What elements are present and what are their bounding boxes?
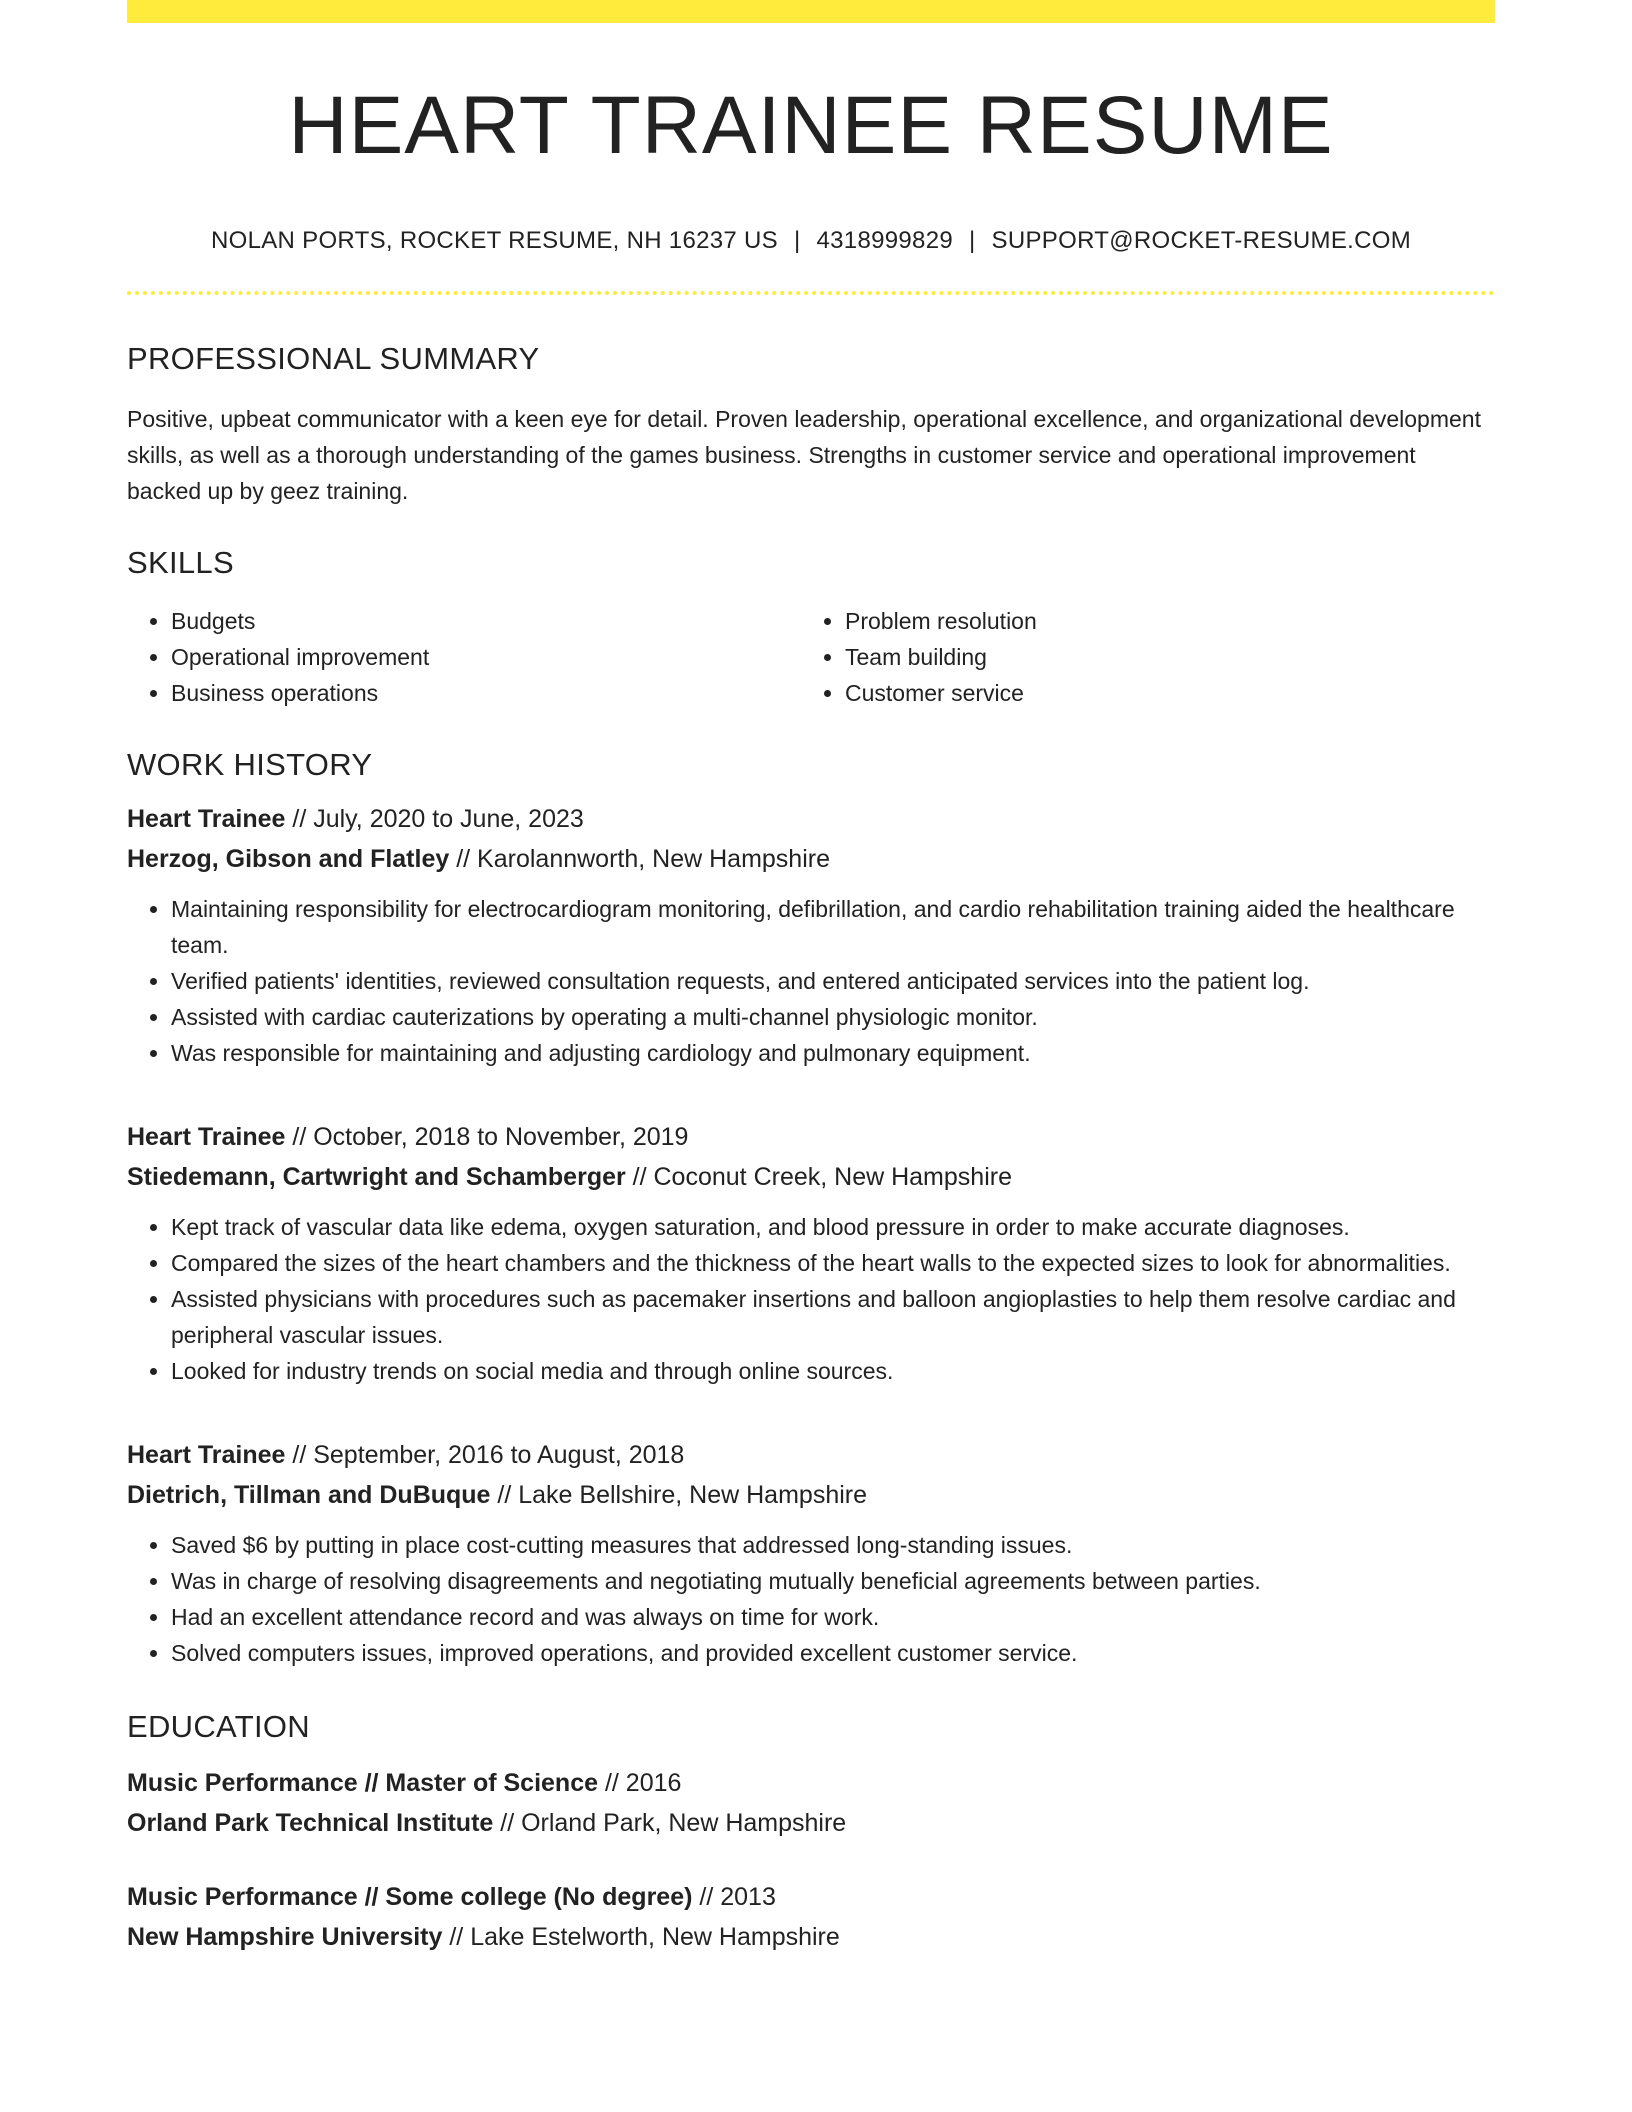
job-bullet: • Maintaining responsibility for electrocardiogram monitoring, defibrillation, and cardio rehabilitation training aided the healthcare team. xyxy=(171,891,1495,963)
summary-heading: PROFESSIONAL SUMMARY xyxy=(127,341,540,376)
skills-heading: SKILLS xyxy=(127,545,234,580)
accent-top-bar xyxy=(127,0,1495,23)
skills-list xyxy=(127,603,1495,711)
skill-item: • Budgets xyxy=(171,603,801,639)
resume-title: HEART TRAINEE RESUME xyxy=(288,80,1334,171)
education-entry xyxy=(127,1763,1495,1843)
contact-phone: 4318999829 xyxy=(816,227,953,254)
education-year: // 2016 xyxy=(598,1769,682,1797)
job-bullet: • Solved computers issues, improved operations, and provided excellent customer service. xyxy=(171,1635,1495,1671)
education-school-line xyxy=(127,1803,1495,1843)
job-bullet: • Was in charge of resolving disagreements and negotiating mutually beneficial agreements between parties. xyxy=(171,1563,1495,1599)
education-degree-line xyxy=(127,1763,1495,1803)
job-company-line xyxy=(127,839,1495,879)
contact-separator: | xyxy=(969,227,976,254)
job-bullets xyxy=(127,891,1495,1071)
dotted-divider xyxy=(127,291,1495,295)
job-role: Heart Trainee xyxy=(127,1441,286,1469)
job-bullet: • Compared the sizes of the heart chambers and the thickness of the heart walls to the expected sizes to look for abnormalities. xyxy=(171,1245,1495,1281)
job-dates: // July, 2020 to June, 2023 xyxy=(285,805,584,833)
job-title-line xyxy=(127,1117,1495,1157)
education-degree-line xyxy=(127,1877,1495,1917)
contact-line xyxy=(127,227,1495,255)
contact-separator: | xyxy=(793,227,801,254)
contact-email: SUPPORT@ROCKET-RESUME.COM xyxy=(991,227,1412,254)
skill-item: • Problem resolution xyxy=(845,603,1475,639)
job-entry xyxy=(127,1117,1495,1389)
education-school: New Hampshire University xyxy=(127,1923,443,1951)
job-bullet: • Looked for industry trends on social media and through online sources. xyxy=(171,1353,1495,1389)
summary-text: Positive, upbeat communicator with a keen eye for detail. Proven leadership, operational excellence, and organizational development skills, as well as a thorough understanding of the games business. Strengths in customer service and operational improvement backed up by geez training. xyxy=(127,406,1481,504)
job-bullet: • Verified patients' identities, reviewed consultation requests, and entered anticipated services into the patient log. xyxy=(171,963,1495,999)
job-bullet: • Was responsible for maintaining and adjusting cardiology and pulmonary equipment. xyxy=(171,1035,1495,1071)
education-degree: Music Performance // Master of Science xyxy=(127,1769,599,1797)
education-entry xyxy=(127,1877,1495,1957)
job-company: Stiedemann, Cartwright and Schamberger xyxy=(127,1163,626,1191)
job-role: Heart Trainee xyxy=(127,1123,286,1151)
job-location: // Karolannworth, New Hampshire xyxy=(449,845,830,873)
job-bullets xyxy=(127,1527,1495,1671)
education-location: // Orland Park, New Hampshire xyxy=(493,1809,847,1837)
resume-page xyxy=(127,0,1495,1957)
skill-item: • Team building xyxy=(845,639,1475,675)
education-location: // Lake Estelworth, New Hampshire xyxy=(442,1923,840,1951)
job-dates: // October, 2018 to November, 2019 xyxy=(285,1123,689,1151)
job-bullet: • Assisted physicians with procedures such as pacemaker insertions and balloon angioplasties to help them resolve cardiac and peripheral vascular issues. xyxy=(171,1281,1495,1353)
job-company: Dietrich, Tillman and DuBuque xyxy=(127,1481,491,1509)
job-dates: // September, 2016 to August, 2018 xyxy=(285,1441,685,1469)
job-title-line xyxy=(127,1435,1495,1475)
contact-address: NOLAN PORTS, ROCKET RESUME, NH 16237 US xyxy=(210,227,778,254)
skill-item: • Operational improvement xyxy=(171,639,801,675)
job-company-line xyxy=(127,1157,1495,1197)
job-company-line xyxy=(127,1475,1495,1515)
education-school-line xyxy=(127,1917,1495,1957)
education-heading: EDUCATION xyxy=(127,1709,310,1744)
job-role: Heart Trainee xyxy=(127,805,286,833)
job-location: // Lake Bellshire, New Hampshire xyxy=(490,1481,868,1509)
skill-item: • Customer service xyxy=(845,675,1475,711)
job-bullet: • Saved $6 by putting in place cost-cutting measures that addressed long-standing issues. xyxy=(171,1527,1495,1563)
education-degree: Music Performance // Some college (No degree) xyxy=(127,1883,693,1911)
education-school: Orland Park Technical Institute xyxy=(127,1809,494,1837)
job-location: // Coconut Creek, New Hampshire xyxy=(625,1163,1012,1191)
skills-column-left xyxy=(127,603,801,711)
job-bullet: • Had an excellent attendance record and was always on time for work. xyxy=(171,1599,1495,1635)
job-title-line xyxy=(127,799,1495,839)
education-year: // 2013 xyxy=(692,1883,776,1911)
job-bullets xyxy=(127,1209,1495,1389)
job-entry xyxy=(127,1435,1495,1671)
job-bullet: • Kept track of vascular data like edema, oxygen saturation, and blood pressure in order to make accurate diagnoses. xyxy=(171,1209,1495,1245)
job-company: Herzog, Gibson and Flatley xyxy=(127,845,450,873)
work-history-heading: WORK HISTORY xyxy=(127,747,373,782)
job-entry xyxy=(127,799,1495,1071)
skills-column-right xyxy=(801,603,1475,711)
job-bullet: • Assisted with cardiac cauterizations by operating a multi-channel physiologic monitor. xyxy=(171,999,1495,1035)
skill-item: • Business operations xyxy=(171,675,801,711)
